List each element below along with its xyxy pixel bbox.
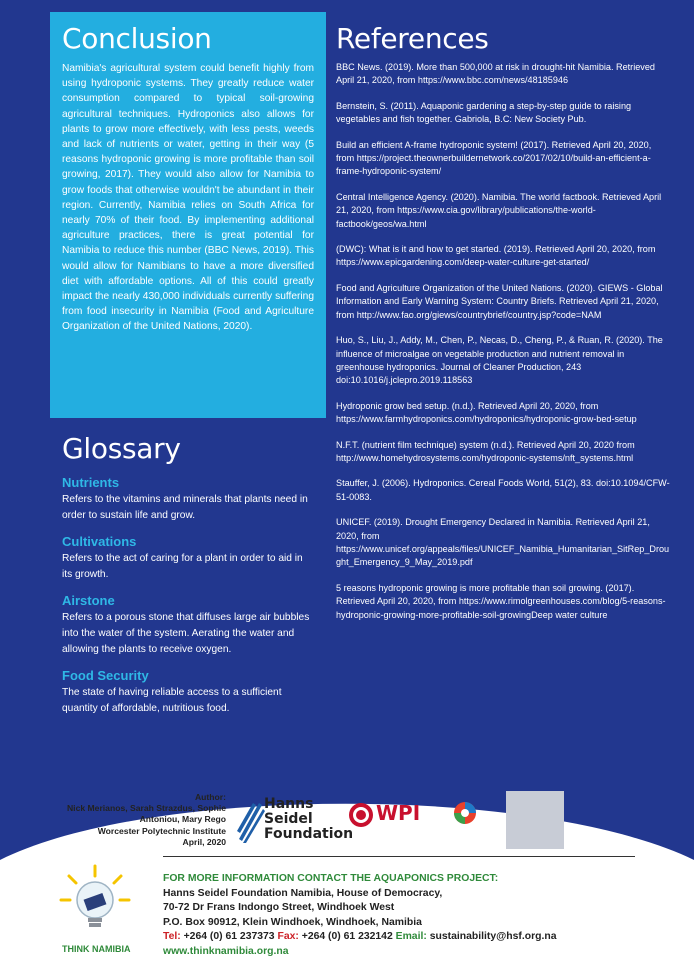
author-names: Antoniou, Mary Rego <box>139 814 226 825</box>
glossary-term: Airstone <box>62 593 115 608</box>
contact-block <box>163 872 663 960</box>
conclusion-title: Conclusion <box>62 22 212 55</box>
think-namibia-label: THINK NAMIBIA <box>62 944 131 954</box>
email-label: Email: <box>395 931 427 943</box>
website-link[interactable]: www.thinknamibia.org.na <box>163 945 289 957</box>
author-block <box>40 792 226 848</box>
hsf-line: Foundation <box>264 826 354 842</box>
contact-line: Hanns Seidel Foundation Namibia, House of Democracy, <box>163 887 443 899</box>
reference-item: Build an efficient A-frame hydroponic system! (2017). Retrieved April 20, 2020, from https://project.theownerbuildernetwork.co/2017/02/10/build-an-efficient-a-frame-hydroponic-system/ <box>336 139 652 177</box>
date: April, 2020 <box>182 836 226 847</box>
hsf-wordmark <box>264 797 353 842</box>
references-section <box>326 12 680 802</box>
partner-logo-placeholder <box>506 791 564 849</box>
reference-item: Bernstein, S. (2011). Aquaponic gardening a step-by-step guide to raising vegetables and fish together. Gabriola, B.C: New Society Pub. <box>336 100 632 125</box>
glossary-term: Cultivations <box>62 534 137 549</box>
institute: Worcester Polytechnic Institute <box>97 825 226 836</box>
glossary-definition: Refers to the act of caring for a plant in order to aid in its growth. <box>62 553 303 580</box>
divider <box>163 856 635 857</box>
lightbulb-logo-icon <box>55 862 135 942</box>
glossary-section <box>50 418 326 790</box>
reference-item: Food and Agriculture Organization of the United Nations. (2020). GIEWS - Global Information and Early Warning System: Country Briefs. Retrieved April 21, 2020, from http://www.fao.org/giews/countrybrief/country.jsp?code=NAM <box>336 282 663 320</box>
glossary-definition: Refers to a porous stone that diffuses large air bubbles into the water of the system. Aerating the water and allowing the plants to receive oxygen. <box>62 612 310 655</box>
reference-item: Central Intelligence Agency. (2020). Namibia. The world factbook. Retrieved April 21, 2020, from https://www.cia.gov/library/publications/the-world-factbook/geos/wa.html <box>336 191 662 229</box>
reference-item: (DWC): What is it and how to get started. (2019). Retrieved April 20, 2020, from https://www.epicgardening.com/deep-water-culture-get-started/ <box>336 244 656 268</box>
contact-line: 70-72 Dr Frans Indongo Street, Windhoek West <box>163 902 395 914</box>
reference-item: BBC News. (2019). More than 500,000 at risk in drought-hit Namibia. Retrieved April 21, 2020, from https://www.bbc.com/news/48185946 <box>336 62 655 86</box>
reference-item: Stauffer, J. (2006). Hydroponics. Cereal Foods World, 51(2), 83. doi:10.1094/CFW-51-0083. <box>336 478 670 502</box>
author-names: Nick Merianos, Sarah Strazdus, Sophie <box>66 803 226 814</box>
glossary-definition: Refers to the vitamins and minerals that plants need in order to sustain life and grow. <box>62 494 308 521</box>
conclusion-text: Namibia's agricultural system could benefit highly from using hydroponic systems. They greatly reduce water consumption compared to typical soil-growing agricultural techniques. Hydroponics also allows for plants to grow more effectively, with less pests, weeds and lack of nutrients or water, getting in their way (5 reasons hydroponic growing is more profitable than soil growing, 2017). They would also allow for Namibia to grow foods that otherwise wouldn't be abundant in their region. Currently, Namibia relies on South Africa for nearly 70% of their food. By implementing additional agriculture practices, there is great potential for Namibia to reduce this number (BBC News, 2019). This would allow for Namibians to have a more diversified diet with affordable options. All of this could greatly impact the nearly 430,000 individuals currently suffering from food insecurity in Namibia (Food and Agriculture Organization of the United Nations, 2020). <box>62 63 314 333</box>
reference-item: UNICEF. (2019). Drought Emergency Declared in Namibia. Retrieved April 21, 2020, from https://www.unicef.org/appeals/files/UNICEF_Namibia_Humanitarian_SitRep_Drought_Emergency_9_May_2019.pdf <box>336 517 670 568</box>
hsf-line: Seidel <box>264 811 313 827</box>
hsf-line: Hanns <box>264 796 314 812</box>
glossary-title: Glossary <box>62 432 181 465</box>
reference-item: Huo, S., Liu, J., Addy, M., Chen, P., Necas, D., Cheng, P., & Ruan, R. (2020). The influence of microalgae on vegetable production and nutrient removal in greenhouse hydroponics. Journal of Cleaner Production, 243 doi:10.1016/j.jclepro.2019.118563 <box>336 335 663 386</box>
email-link[interactable]: sustainability@hsf.org.na <box>429 931 557 943</box>
fax-value: +264 (0) 61 232142 <box>301 931 393 943</box>
hsf-logo-icon <box>235 797 265 845</box>
partner-logo-icon <box>447 798 483 834</box>
tel-value: +264 (0) 61 237373 <box>183 931 275 943</box>
author-label: Author: <box>194 792 226 802</box>
fax-label: Fax: <box>277 931 299 943</box>
wpi-seal-icon <box>348 802 374 828</box>
conclusion-panel <box>50 12 326 418</box>
contact-heading: FOR MORE INFORMATION CONTACT THE AQUAPONICS PROJECT: <box>163 873 499 884</box>
reference-item: N.F.T. (nutrient film technique) system (n.d.). Retrieved April 20, 2020 from http://www.homehydrosystems.com/hydroponic-systems/nft_systems.html <box>336 439 635 463</box>
tel-label: Tel: <box>163 931 181 943</box>
reference-item: 5 reasons hydroponic growing is more profitable than soil growing. (2017). Retrieved April 20, 2020, from https://www.rimolgreenhouses.com/blog/5-reasons-hydroponic-growing-more-profitable-soil-growingDeep water culture <box>336 582 666 620</box>
references-title: References <box>336 22 489 55</box>
wpi-wordmark: WPI <box>376 801 421 825</box>
glossary-term: Nutrients <box>62 475 120 490</box>
reference-item: Hydroponic grow bed setup. (n.d.). Retrieved April 20, 2020, from https://www.farmhydroponics.com/hydroponics/hydroponic-grow-bed-setup <box>336 400 637 425</box>
glossary-term: Food Security <box>62 668 149 683</box>
contact-phone-line <box>163 930 663 945</box>
glossary-definition: The state of having reliable access to a sufficient quantity of affordable, nutritious food. <box>62 687 282 714</box>
contact-line: P.O. Box 90912, Klein Windhoek, Windhoek, Namibia <box>163 916 422 928</box>
